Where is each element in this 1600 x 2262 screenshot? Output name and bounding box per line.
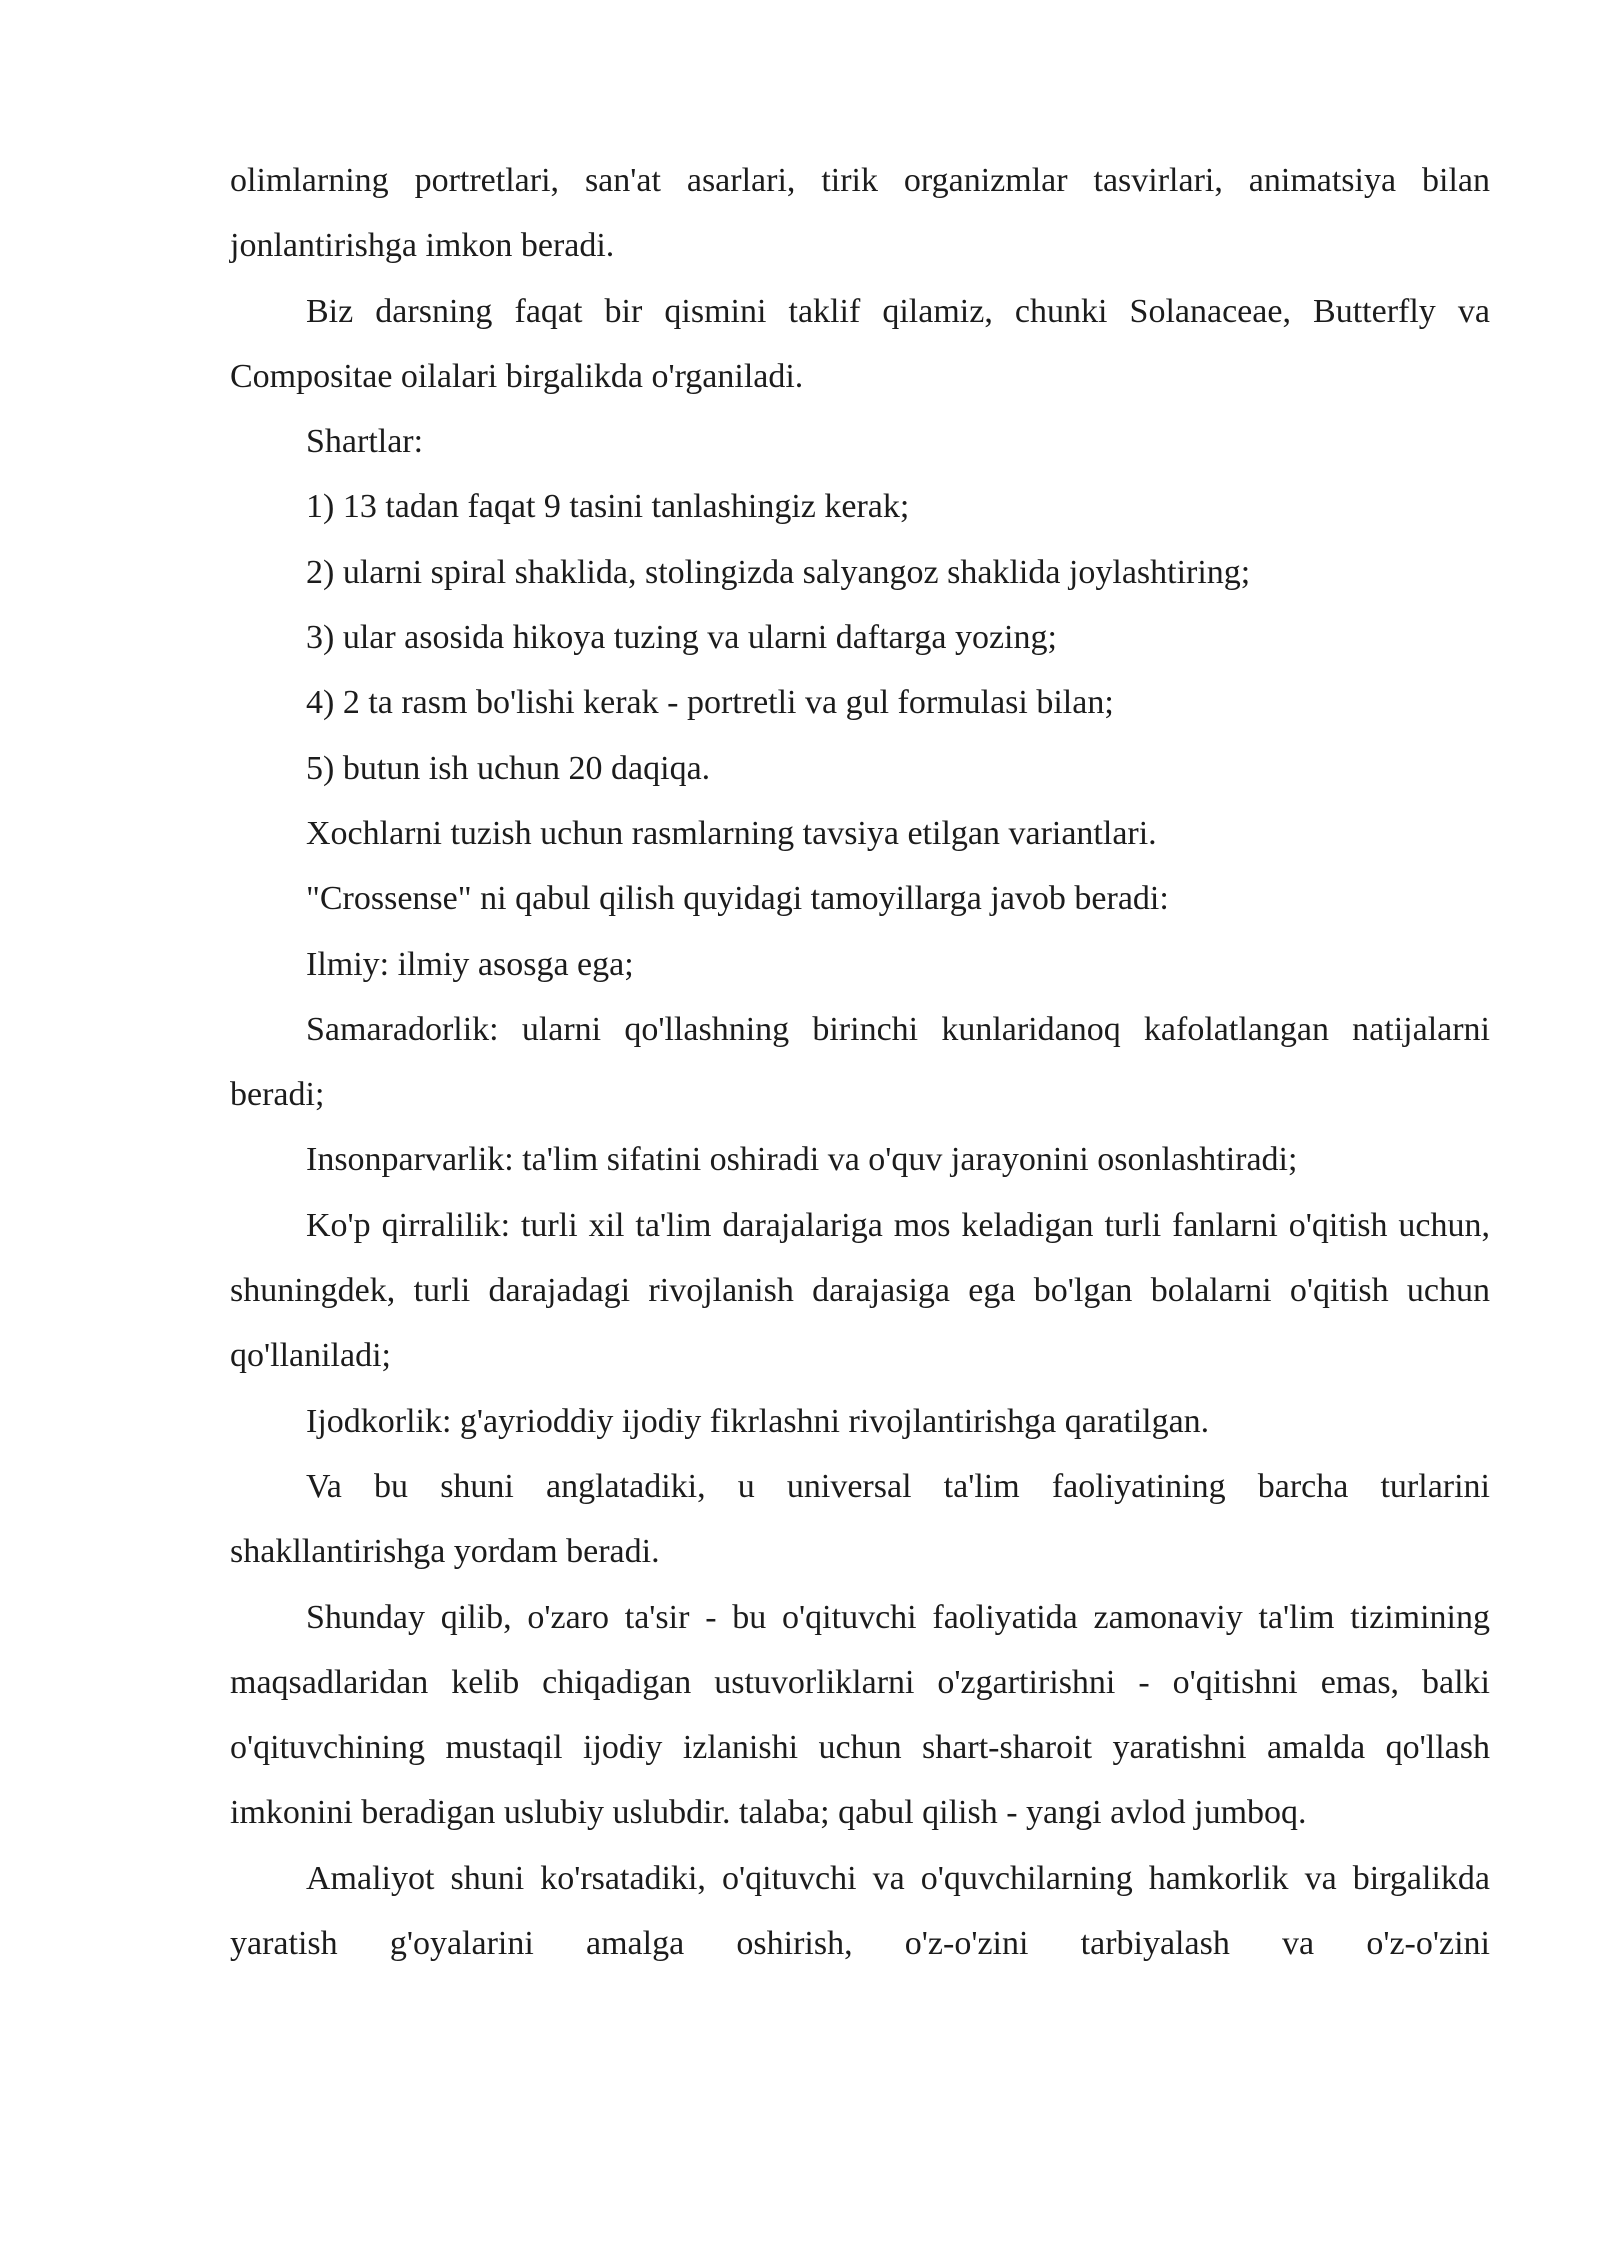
condition-item-5: 5) butun ish uchun 20 daqiqa. xyxy=(306,749,711,787)
principle-effectiveness: Samaradorlik: ularni qo'llashning birinchi kunlaridanoq kafolatlangan natijalarni beradi; xyxy=(230,1010,1490,1114)
document-page xyxy=(230,148,1490,1976)
paragraph-universal-activities: Va bu shuni anglatadiki, u universal ta'lim faoliyatining barcha turlarini shakllantirishga yordam beradi. xyxy=(230,1467,1490,1571)
condition-item-3: 3) ular asosida hikoya tuzing va ularni daftarga yozing; xyxy=(306,619,1057,657)
paragraph-practice: Amaliyot shuni ko'rsatadiki, o'qituvchi va o'quvchilarning hamkorlik va birgalikda yaratish g'oyalarini amalga oshirish, o'z-o'zini tarbiyalash va o'z-o'zini xyxy=(230,1859,1490,1963)
paragraph-conditions-heading: Shartlar: xyxy=(306,423,424,461)
condition-item-2: 2) ularni spiral shaklida, stolingizda salyangoz shaklida joylashtiring; xyxy=(306,553,1251,591)
principle-humanity: Insonparvarlik: ta'lim sifatini oshiradi va o'quv jarayonini osonlashtiradi; xyxy=(306,1141,1298,1179)
principle-creativity: Ijodkorlik: g'ayrioddiy ijodiy fikrlashni rivojlantirishga qaratilgan. xyxy=(306,1402,1210,1440)
paragraph-principles-intro: "Crossense" ni qabul qilish quyidagi tamoyillarga javob beradi: xyxy=(306,880,1169,918)
paragraph-lesson-intro: Biz darsning faqat bir qismini taklif qilamiz, chunki Solanaceae, Butterfly va Compositae oilalari birgalikda o'rganiladi. xyxy=(230,292,1490,395)
paragraph-recommended-variants: Xochlarni tuzish uchun rasmlarning tavsiya etilgan variantlari. xyxy=(306,814,1157,852)
condition-item-4: 4) 2 ta rasm bo'lishi kerak - portretli va gul formulasi bilan; xyxy=(306,684,1114,722)
condition-item-1: 1) 13 tadan faqat 9 tasini tanlashingiz kerak; xyxy=(306,488,910,526)
principle-versatility: Ko'p qirralilik: turli xil ta'lim darajalariga mos keladigan turli fanlarni o'qitish uchun, shuningdek, turli darajadagi rivojlanish darajasiga ega bo'lgan bolalarni o'qitish uchun qo'llaniladi; xyxy=(230,1206,1490,1375)
principle-scientific: Ilmiy: ilmiy asosga ega; xyxy=(306,945,634,983)
paragraph-interaction-summary: Shunday qilib, o'zaro ta'sir - bu o'qituvchi faoliyatida zamonaviy ta'lim tizimining maqsadlaridan kelib chiqadigan ustuvorliklarni o'zgartirishni - o'qitishni emas, balki o'qituvchining mustaqil ijodiy izlanishi uchun shart-sharoit yaratishni amalda qo'llash imkonini beradigan uslubiy uslubdir. talaba; qabul qilish - yangi avlod jumboq. xyxy=(230,1598,1490,1832)
paragraph-continuation: olimlarning portretlari, san'at asarlari, tirik organizmlar tasvirlari, animatsiya bilan jonlantirishga imkon beradi. xyxy=(230,162,1490,265)
